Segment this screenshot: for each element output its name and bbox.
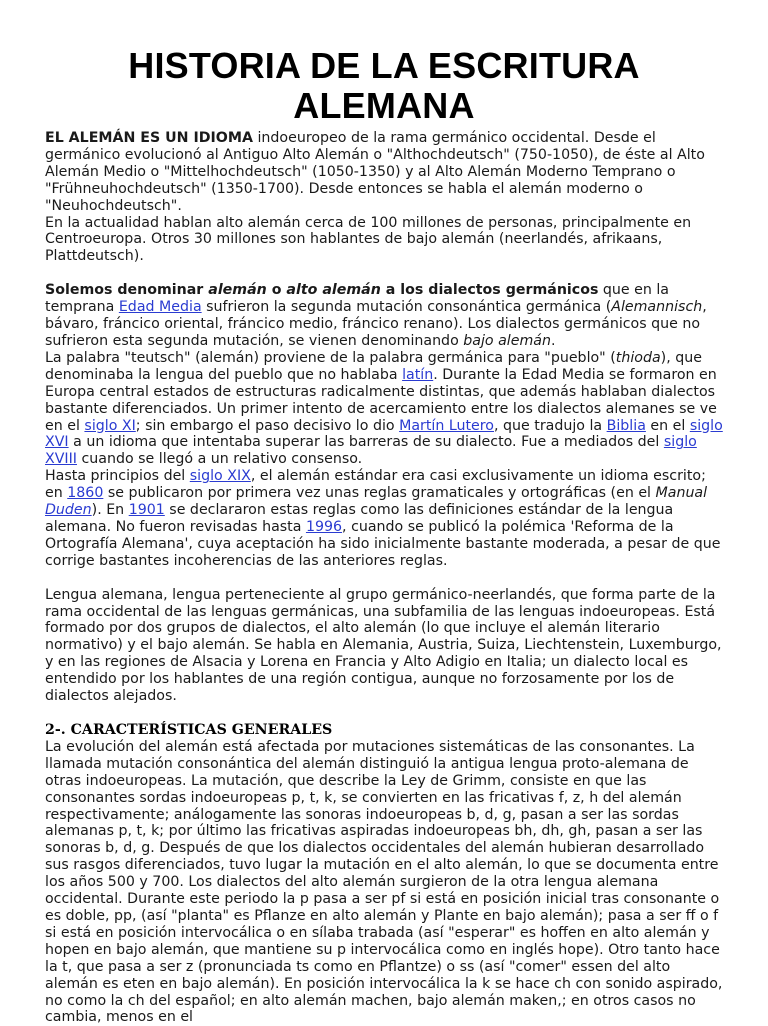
paragraph-speakers: En la actualidad hablan alto alemán cerca de 100 millones de personas, principalmente en Centroeuropa. Otros 30 millones son hablantes de bajo alemán (neerlandés, afrikaans, Plattdeutsch). (45, 214, 692, 265)
paragraph-dialects: Solemos denominar alemán o alto alemán a los dialectos germánicos que en la temprana Edad Media sufrieron la segunda mutación consonántica germánica (Alemannisch, bávaro, fráncico oriental, fráncico medio, fráncico renano). Los dialectos germánicos que no sufrieron esta segunda mutación, se vienen denominando bajo alemán. (45, 282, 707, 349)
intro-lead: EL ALEMÁN ES UN IDIOMA (45, 130, 253, 146)
paragraph-lengua-alemana: Lengua alemana, lengua perteneciente al grupo germánico-neerlandés, que forma parte de la rama occidental de las lenguas germánicas, una subfamilia de las lenguas indoeuropeas. Está formado por dos grupos de dialectos, el alto alemán (lo que incluye el alemán literario normativo) y el bajo alemán. Se habla en Alemania, Austria, Suiza, Liechtenstein, Luxemburgo, y en las regiones de Alsacia y Lorena en Francia y Alto Adigio en Italia; un dialecto local es entendido por los hablantes de una región contigua, aunque no forzosamente por los de dialectos alejados. (45, 586, 722, 705)
link-edad-media[interactable]: Edad Media (118, 299, 202, 316)
link-siglo-xviii[interactable]: siglo XVIII (45, 434, 697, 468)
paragraph-intro: EL ALEMÁN ES UN IDIOMA indoeuropeo de la rama germánico occidental. Desde el germánico evolucionó al Antiguo Alto Alemán o "Althochdeutsch" (750-1050), de éste al Alto Alemán Medio o "Mittelhochdeutsch" (1050-1350) y al Alto Alemán Moderno Temprano o "Frühneuhochdeutsch" (1350-1700). Desde entonces se habla el alemán moderno o "Neuhochdeutsch". (45, 130, 705, 214)
paragraph-teutsch: La palabra "teutsch" (alemán) proviene de la palabra germánica para "pueblo" (thioda), que denominaba la lengua del pueblo que no hablaba latín. Durante la Edad Media se formaron en Europa central estados de estructuras radicalmente distintas, que además hablaban dialectos bastante diferenciados. Un primer intento de acercamiento entre los dialectos alemanes se ve en el siglo XI; sin embargo el paso decisivo lo dio Martín Lutero, que tradujo la Biblia en el siglo XVI a un idioma que intentaba superar las barreras de su dialecto. Fue a mediados del siglo XVIII cuando se llegó a un relativo consenso. (45, 349, 723, 468)
dialects-lead: Solemos denominar alemán o alto alemán a los dialectos germánicos (45, 282, 599, 299)
link-biblia[interactable]: Biblia (606, 417, 646, 434)
link-siglo-xi[interactable]: siglo XI (84, 417, 136, 434)
link-1901[interactable]: 1901 (128, 502, 165, 519)
link-latin[interactable]: latín (402, 366, 434, 383)
link-siglo-xix[interactable]: siglo XIX (189, 468, 251, 485)
link-1860[interactable]: 1860 (67, 485, 104, 502)
link-siglo-xvi[interactable]: siglo XVI (45, 417, 723, 451)
page-title: HISTORIA DE LA ESCRITURA ALEMANA (128, 45, 640, 126)
paragraph-standard: Hasta principios del siglo XIX, el alemán estándar era casi exclusivamente un idioma escrito; en 1860 se publicaron por primera vez unas reglas gramaticales y ortográficas (en el Manual Duden). En 1901 se declararon estas reglas como las definiciones estándar de la lengua alemana. No fueron revisadas hasta 1996, cuando se publicó la polémica 'Reforma de la Ortografía Alemana', cuya aceptación ha sido inicialmente bastante moderada, a pesar de que corrige bastantes incoherencias de las anteriores reglas. (45, 468, 721, 569)
link-martin-lutero[interactable]: Martín Lutero (399, 417, 494, 434)
section-heading-caracteristicas: 2-. CARACTERÍSTICAS GENERALES (45, 722, 333, 738)
link-1996[interactable]: 1996 (305, 518, 343, 535)
paragraph-mutacion: La evolución del alemán está afectada por mutaciones sistemáticas de las consonantes. La llamada mutación consonántica del alemán distinguió la antigua lengua proto-alemana de otras indoeuropeas. La mutación, que describe la Ley de Grimm, consiste en que las consonantes sordas indoeuropeas p, t, k, se convierten en las fricativas f, z, h del alemán respectivamente; análogamente las sonoras indoeuropeas b, d, g, pasan a ser las sordas alemanas p, t, k; por último las fricativas aspiradas indoeuropeas bh, dh, gh, pasan a ser las sonoras b, d, g. Después de que los dialectos occidentales del alemán hubieran desarrollado sus rasgos diferenciados, tuvo lugar la mutación en el alto alemán, lo que se documenta entre los años 500 y 700. Los dialectos del alto alemán surgieron de la otra lengua alemana occidental. Durante este periodo la p pasa a ser pf si está en posición inicial tras consonante o es doble, pp, (así "planta" es Pflanze en alto alemán y Plante en bajo alemán); pasa a ser ff o f si está en posición intervocálica o en sílaba trabada (así "esperar" es hoffen en alto alemán y hopen en bajo alemán, que mantiene su p intervocálica como en inglés hope). Otro tanto hace la t, que pasa a ser z (pronunciada ts como en Pflantze) o ss (así "comer" essen del alto alemán es eten en bajo alemán). En posición intervocálica la k se hace ch con sonido aspirado, no como la ch del español; en alto alemán machen, bajo alemán maken,; en otros casos no cambia, menos en el (45, 738, 723, 1026)
link-duden[interactable]: Duden (45, 502, 92, 519)
